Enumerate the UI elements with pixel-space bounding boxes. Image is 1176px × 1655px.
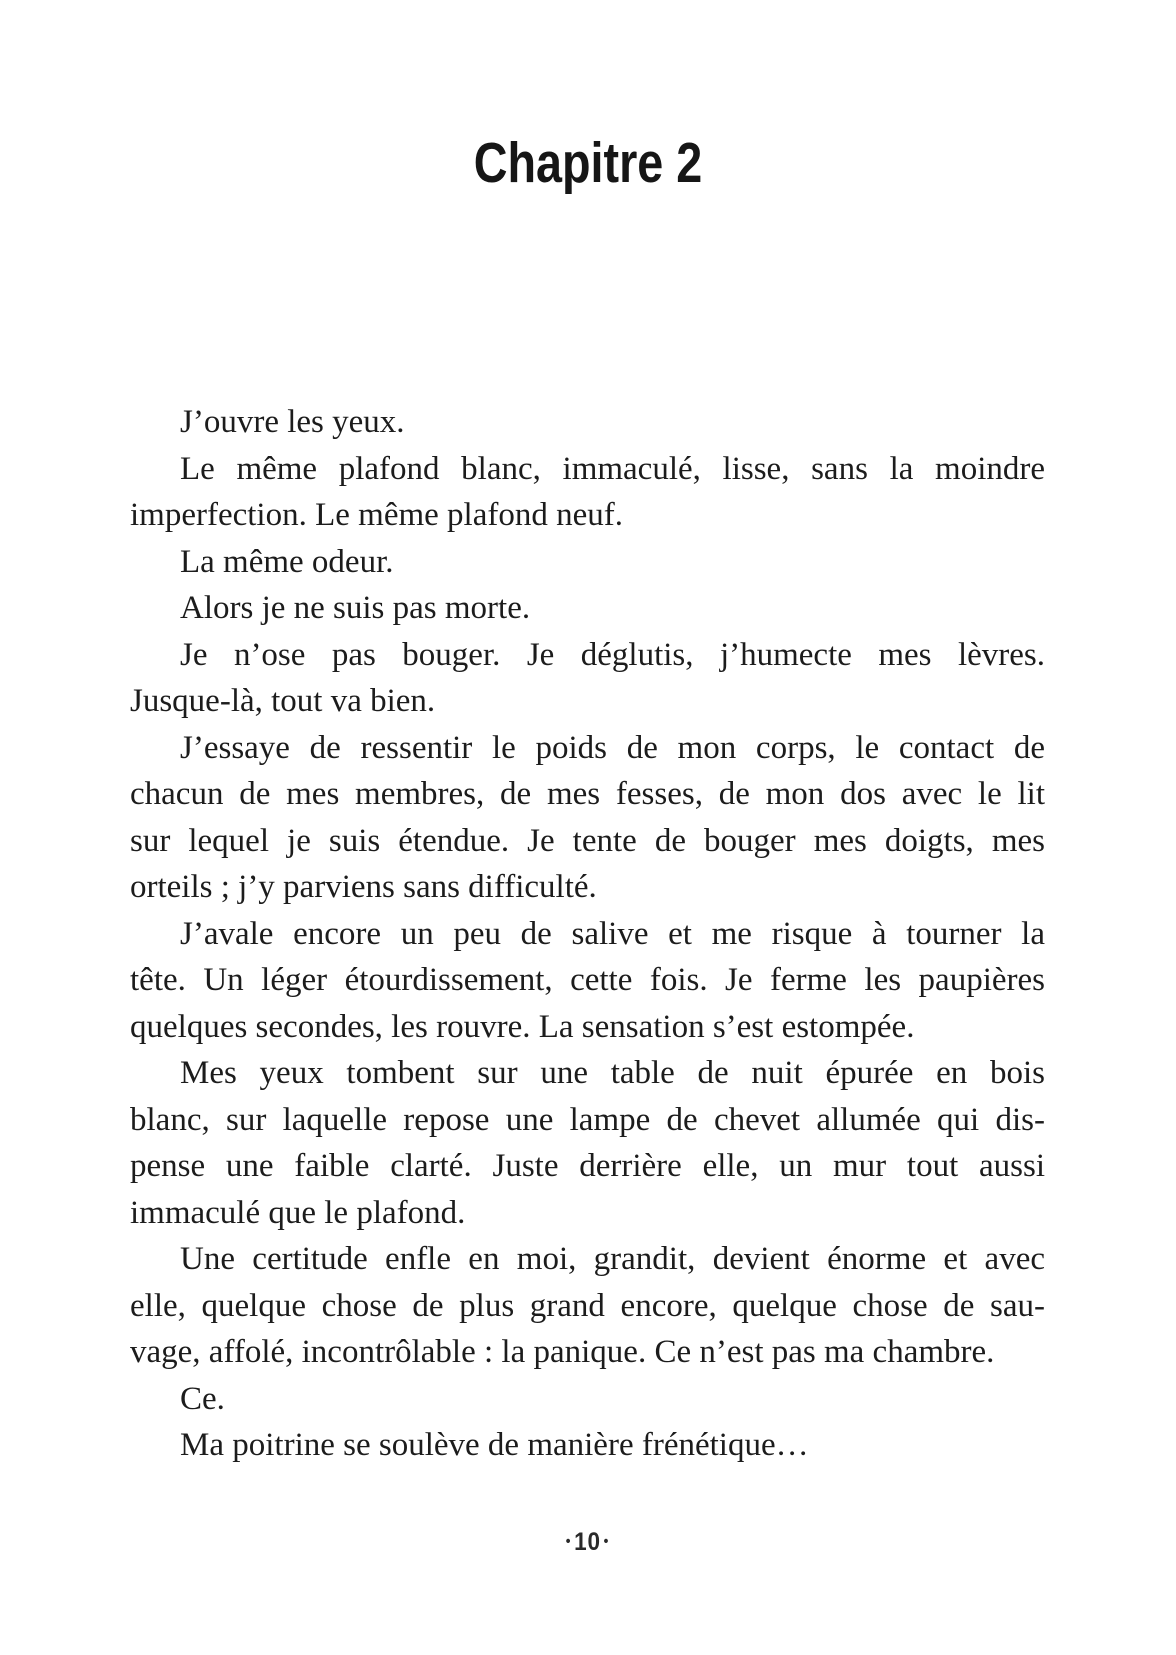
- text-line: pense une faible clarté. Juste derrière elle, un mur tout aussi: [130, 1148, 1045, 1184]
- paragraph: [130, 585, 1045, 632]
- text-line: elle, quelque chose de plus grand encore, quelque chose de sau-: [130, 1287, 1045, 1324]
- folio-bullet-left-icon: •: [565, 1533, 572, 1550]
- text-line: sur lequel je suis étendue. Je tente de bouger mes doigts, mes: [130, 822, 1045, 859]
- text-line: La même odeur.: [180, 543, 394, 580]
- text-line: vage, affolé, incontrôlable : la panique. Ce n’est pas ma chambre.: [130, 1334, 995, 1370]
- text-line: chacun de mes membres, de mes fesses, de mon dos avec le lit: [130, 776, 1045, 812]
- paragraph: [130, 1422, 1045, 1469]
- text-line: quelques secondes, les rouvre. La sensation s’est estompée.: [130, 1008, 915, 1045]
- text-line: imperfection. Le même plafond neuf.: [130, 497, 623, 533]
- paragraph: [130, 1236, 1045, 1376]
- text-line: J’essaye de ressentir le poids de mon corps, le contact de: [180, 729, 1045, 766]
- paragraph: [130, 446, 1045, 539]
- folio-number: 10: [574, 1528, 601, 1556]
- folio-bullet-right-icon: •: [603, 1533, 610, 1550]
- text-line: Ma poitrine se soulève de manière frénétique…: [180, 1427, 809, 1463]
- paragraph: [130, 539, 1045, 586]
- paragraph: [130, 1376, 1045, 1423]
- body-text: [130, 399, 1045, 1469]
- text-line: Jusque-là, tout va bien.: [130, 683, 436, 719]
- text-line: Le même plafond blanc, immaculé, lisse, sans la moindre: [180, 450, 1045, 487]
- chapter-title: Chapitre 2: [473, 131, 703, 195]
- text-line: Une certitude enfle en moi, grandit, devient énorme et avec: [180, 1241, 1045, 1277]
- paragraph: [130, 1050, 1045, 1236]
- text-line: J’ouvre les yeux.: [180, 404, 405, 440]
- text-line: blanc, sur laquelle repose une lampe de chevet allumée qui dis-: [130, 1101, 1045, 1138]
- paragraph: [130, 911, 1045, 1051]
- page-number: [176, 1528, 1000, 1557]
- paragraph: [130, 632, 1045, 725]
- text-line: Alors je ne suis pas morte.: [180, 590, 531, 626]
- text-line: immaculé que le plafond.: [130, 1194, 466, 1231]
- text-line: tête. Un léger étourdissement, cette fois. Je ferme les paupières: [130, 962, 1045, 998]
- text-line: orteils ; j’y parviens sans difficulté.: [130, 869, 597, 905]
- text-line: Ce.: [180, 1380, 225, 1417]
- text-line: Mes yeux tombent sur une table de nuit épurée en bois: [180, 1055, 1045, 1091]
- paragraph: [130, 725, 1045, 911]
- text-line: Je n’ose pas bouger. Je déglutis, j’humecte mes lèvres.: [180, 636, 1045, 673]
- paragraph: [130, 399, 1045, 446]
- text-line: J’avale encore un peu de salive et me risque à tourner la: [180, 915, 1045, 952]
